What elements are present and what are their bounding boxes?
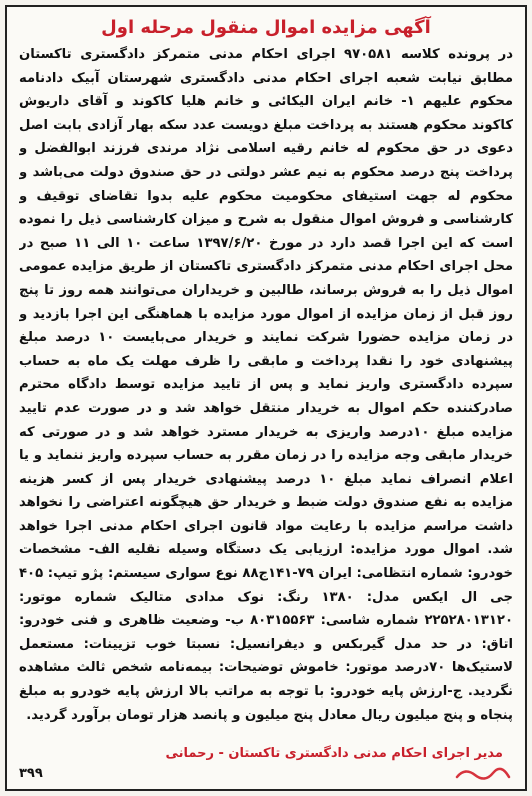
ad-number: ۳۹۹ bbox=[19, 765, 43, 781]
notice-body: در پرونده کلاسه ۹۷۰۵۸۱ اجرای احکام مدنی متمرکز دادگستری تاکستان مطابق نیابت شعبه اجرای احکام مدنی دادگستری شهرستان آبیک دادنامه محکوم علیهم ۱- خانم ایران الیکائی و خانم هلیا کاکوند و آقای داریوش کاکوند محکوم هستند به پرداخت مبلغ دویست عدد سکه بهار آزادی بابت اصل دعوی در حق محکوم له خانم رقیه اسلامی نژاد مرندی فرزند ابوالفضل و پرداخت پنج درصد محکوم به نیم عشر دولتی در حق صندوق دولت می‌باشد و محکوم له جهت استیفای محکومیت محکوم علیه بدوا تقاضای توقیف و کارشناسی و فروش اموال منقول به شرح و میزان کارشناسی ذیل را نموده است که این اجرا قصد دارد در مورخ ۱۳۹۷/۶/۲۰ ساعت ۱۰ الی ۱۱ صبح در محل اجرای احکام مدنی متمرکز دادگستری تاکستان از طریق مزایده عمومی اموال ذیل را به فروش برساند، طالبین و خریداران می‌توانند همه روز تا پنج روز قبل از زمان مزایده از اموال مورد مزایده با هماهنگی این اجرا بازدید و در زمان مزایده حضورا شرکت نمایند و خریدار می‌بایست ۱۰ درصد مبلغ پیشنهادی خود را نقدا پرداخت و مابقی را ظرف مهلت یک ماه به حساب سپرده دادگستری واریز نماید و پس از تایید مزایده توسط دادگاه محترم صادرکننده حکم اموال به خریدار منتقل خواهد شد و در صورت عدم تایید مزایده مبلغ ۱۰درصد واریزی به خریدار مسترد خواهد شد و در صورتی که خریدار مابقی وجه مزایده را در زمان مقرر به حساب سپرده واریز ننماید و یا اعلام انصراف نماید مبلغ ۱۰ درصد پیشنهادی خریدار پس از کسر هزینه مزایده به نفع صندوق دولت ضبط و خریدار حق هیچگونه اعتراضی را نخواهد داشت مراسم مزایده با رعایت مواد قانون اجرای احکام مدنی اجرا خواهد شد. اموال مورد مزایده: ارزیابی یک دستگاه وسیله نقلیه الف- مشخصات خودرو: شماره انتظامی: ایران ۷۹-۱۴۱ج۸۸ نوع سواری سیستم: پژو تیپ: ۴۰۵ جی ال ایکس مدل: ۱۳۸۰ رنگ: نوک مدادی متالیک شماره موتور: ۲۲۵۲۸۰۱۳۱۲۰ شماره شاسی: ۸۰۳۱۵۵۶۳ ب- وضعیت ظاهری و فنی خودرو: اتاق: در حد مدل گیربکس و دیفرانسیل: نسبتا خوب تزیینات: مستعمل لاستیک‌ها ۷۰درصد موتور: خاموش توضیحات: بیمه‌نامه شخص ثالث مشاهده نگردید. ج-ارزش پایه خودرو: با توجه به مراتب بالا ارزش پایه خودرو به مبلغ پنجاه و پنج میلیون ریال معادل پنج میلیون و پانصد هزار تومان برآورد گردید. bbox=[19, 47, 513, 723]
notice-signature: مدیر اجرای احکام مدنی دادگستری تاکستان - رحمانی bbox=[165, 746, 503, 761]
notice-footer bbox=[19, 765, 513, 781]
red-ink-mark-icon bbox=[453, 765, 513, 781]
notice-frame bbox=[5, 5, 527, 791]
notice-title: آگهی مزایده اموال منقول مرحله اول bbox=[101, 17, 431, 38]
